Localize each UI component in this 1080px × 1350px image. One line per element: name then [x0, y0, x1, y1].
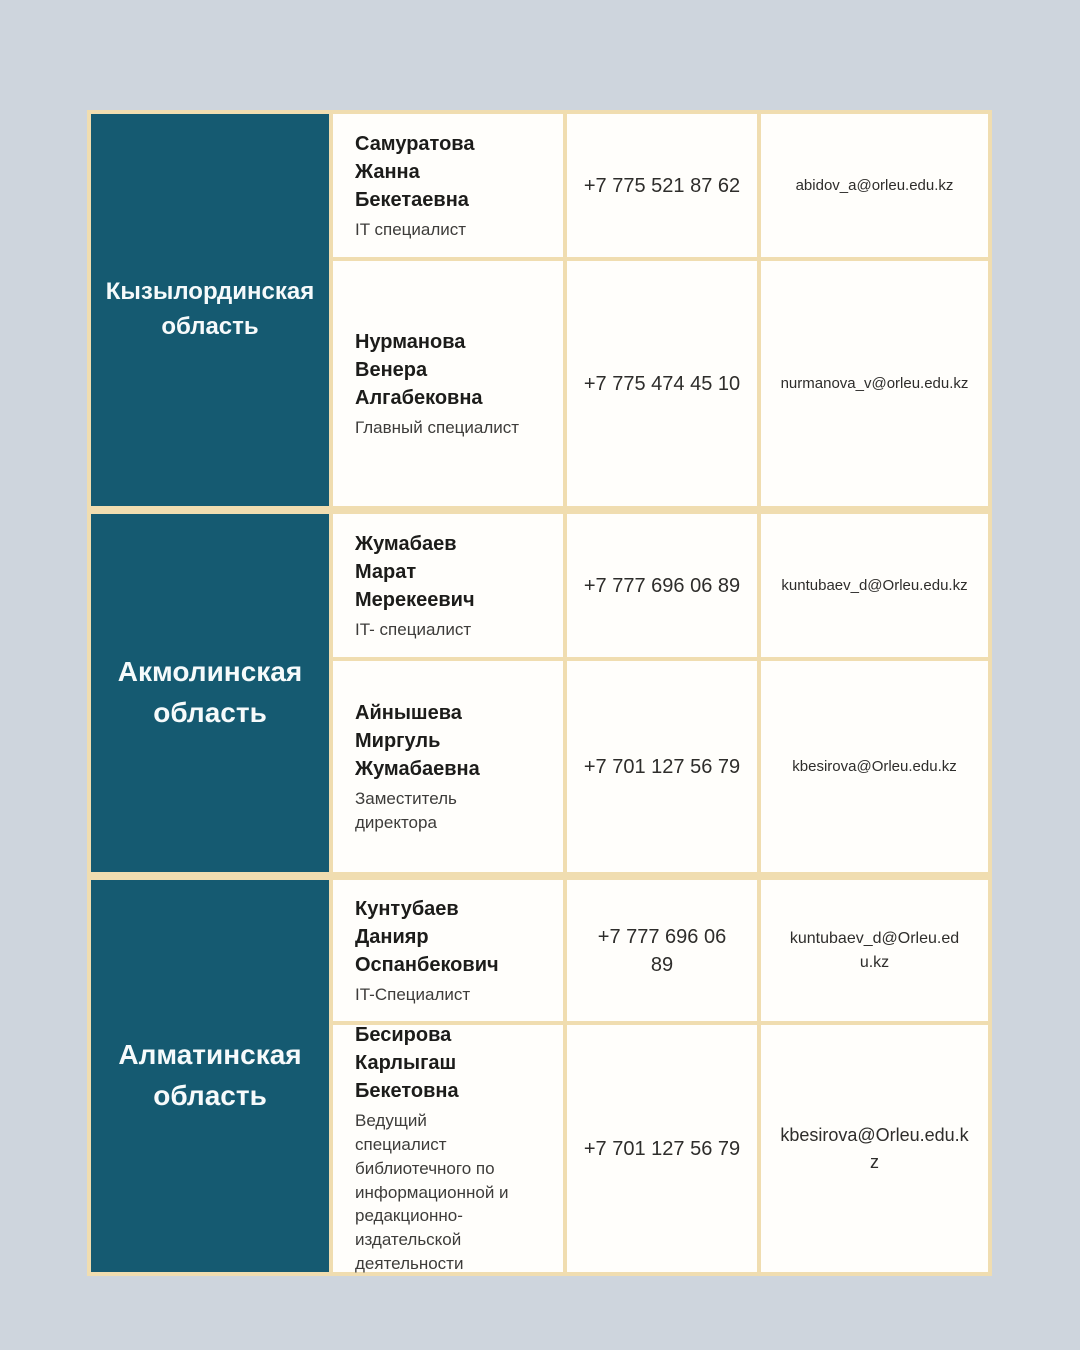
contact-position: Главный специалист [355, 417, 520, 437]
contact-position: IT специалист [355, 219, 467, 239]
contact-phone: +7 775 521 87 62 [567, 114, 757, 257]
contact-name: Айнышева Миргуль Жумабаевна [355, 701, 480, 780]
contact-email: nurmanova_v@orleu.edu.kz [761, 261, 988, 506]
region-cell: Алматинская область [91, 880, 329, 1272]
contact-phone: +7 701 127 56 79 [567, 1025, 757, 1272]
contacts-table [87, 110, 992, 1276]
contact-position: IT- специалист [355, 619, 472, 639]
region-cell: Акмолинская область [91, 514, 329, 872]
contact-name: Кунтубаев Данияр Оспанбекович [355, 897, 499, 976]
contact-name: Самуратова Жанна Бекетаевна [355, 132, 475, 211]
contact-email: kbesirova@Orleu.edu.kz [761, 1025, 988, 1272]
region-section-almaty [87, 876, 992, 1276]
contact-phone: +7 775 474 45 10 [567, 261, 757, 506]
contact-phone: +7 777 696 06 89 [567, 880, 757, 1021]
contact-email: kuntubaev_d@Orleu.edu.kz [761, 880, 988, 1021]
region-cell: Кызылординская область [91, 114, 329, 506]
contact-card [333, 661, 563, 872]
contact-phone: +7 701 127 56 79 [567, 661, 757, 872]
contact-position: Заместитель директора [355, 788, 457, 832]
contact-phone: +7 777 696 06 89 [567, 514, 757, 657]
contact-card [333, 880, 563, 1021]
contact-position: Ведущий специалист библиотечного по информационной и редакционно-издательской деятельности [355, 1111, 509, 1273]
contact-card [333, 261, 563, 506]
contact-email: kbesirova@Orleu.edu.kz [761, 661, 988, 872]
region-section-akmola [87, 510, 992, 876]
contact-email: abidov_a@orleu.edu.kz [761, 114, 988, 257]
contact-card [333, 514, 563, 657]
contact-name: Нурманова Венера Алгабековна [355, 330, 483, 409]
contact-card [333, 114, 563, 257]
contact-card [333, 1025, 563, 1272]
contact-position: IT-Специалист [355, 984, 471, 1004]
region-section-kyzylorda [87, 110, 992, 510]
contact-email: kuntubaev_d@Orleu.edu.kz [761, 514, 988, 657]
contact-name: Жумабаев Марат Мерекеевич [355, 532, 475, 611]
contact-name: Бесирова Карлыгаш Бекетовна [355, 1024, 459, 1103]
